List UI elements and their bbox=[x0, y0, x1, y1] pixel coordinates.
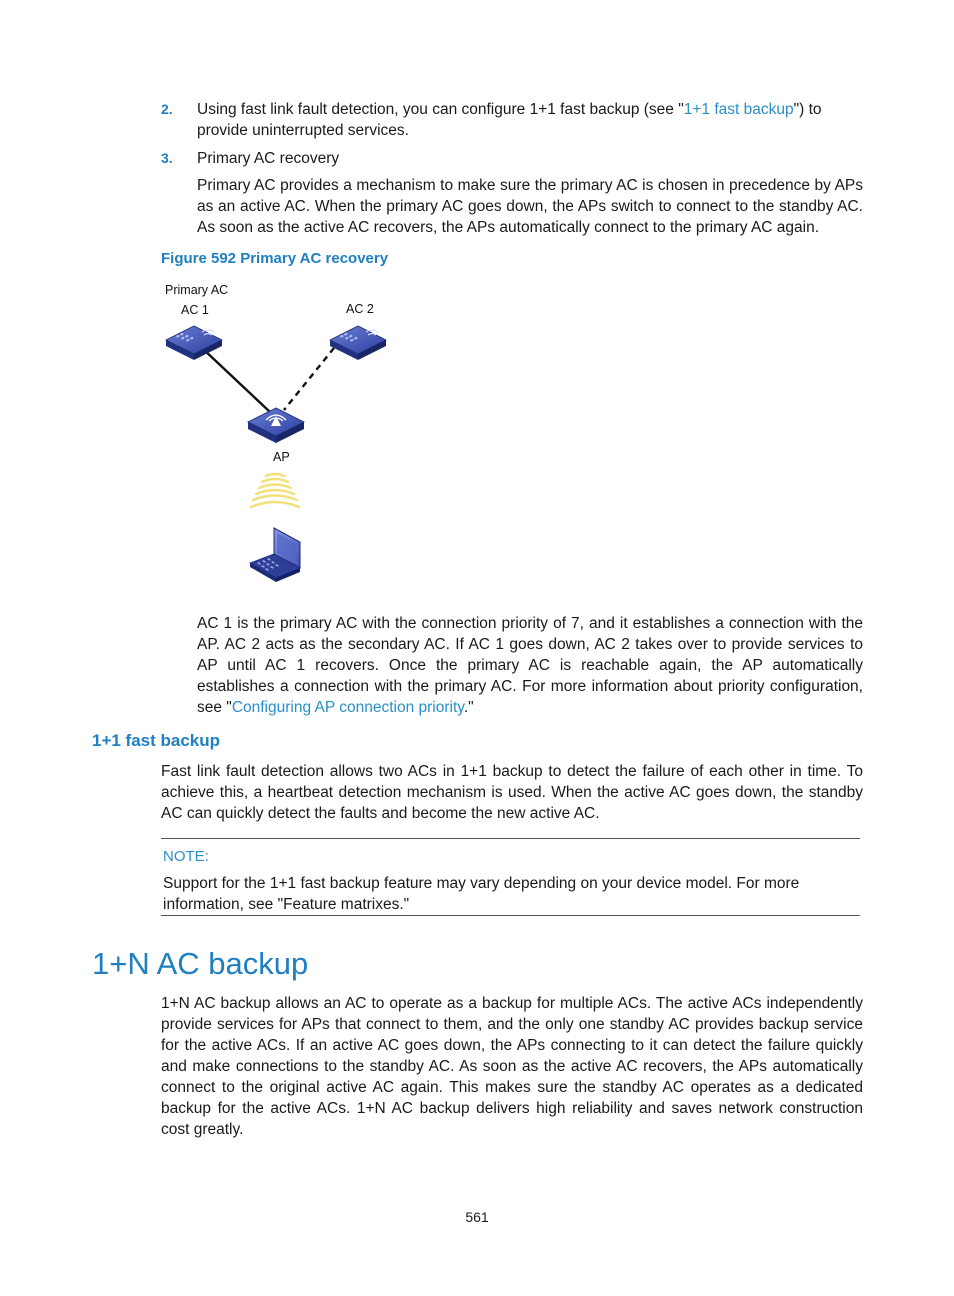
laptop-icon bbox=[250, 528, 300, 582]
figure-description-end: ." bbox=[463, 699, 474, 716]
figure-description-text: AC 1 is the primary AC with the connection priority of 7, and it establishes a connection with the AP. AC 2 acts as the secondary AC. If AC 1 goes down, AC 2 takes over to provide services to AP until AC 1 recovers. Once the primary AC is reachable again, the AP automatically establishes a connection with the primary AC. For more information about priority configuration, see " bbox=[197, 615, 863, 716]
ac2-device-icon bbox=[330, 326, 386, 360]
fast-backup-paragraph: Fast link fault detection allows two ACs in 1+1 backup to detect the failure of each other in time. To achieve this, a heartbeat detection mechanism is used. When the active AC goes down, the standby AC can quickly detect the faults and become the new active AC. bbox=[161, 763, 863, 822]
ac2-ap-link-dashed bbox=[284, 348, 334, 410]
fast-backup-link[interactable]: 1+1 fast backup bbox=[683, 101, 794, 118]
note-label: NOTE: bbox=[163, 848, 209, 865]
wireless-signal-icon bbox=[251, 474, 299, 507]
note-text bbox=[163, 873, 858, 915]
step-2-pre: Using fast link fault detection, you can configure 1+1 fast backup (see " bbox=[197, 101, 684, 118]
ac1-ap-link bbox=[202, 348, 270, 412]
primary-ac-recovery-diagram bbox=[150, 278, 410, 590]
nac-backup-paragraph: 1+N AC backup allows an AC to operate as a backup for multiple ACs. The active ACs independently provide services for APs that connect to them, and the only one standby AC provides backup service for the active ACs. If an active AC goes down, the APs connecting to it can detect the failure quickly and make connections to the standby AC. As soon as the active AC recovers, the APs automatically connect to the original active AC again. This makes sure the standby AC operates as a dedicated backup for the active ACs. 1+N AC backup delivers high reliability and saves network construction cost greatly. bbox=[161, 995, 863, 1138]
configuring-ap-connection-priority-link[interactable]: Configuring AP connection priority bbox=[231, 699, 464, 716]
step-number-2: 2. bbox=[161, 101, 173, 117]
ap-label: AP bbox=[273, 450, 290, 464]
ac1-label: AC 1 bbox=[181, 303, 209, 317]
primary-ac-label: Primary AC bbox=[165, 283, 229, 297]
ac1-device-icon bbox=[166, 326, 222, 360]
nac-backup-heading: 1+N AC backup bbox=[92, 946, 309, 981]
page-number: 561 bbox=[465, 1209, 489, 1225]
figure-caption: Figure 592 Primary AC recovery bbox=[161, 250, 389, 267]
note-bottom-rule bbox=[161, 915, 860, 916]
step-3-paragraph: Primary AC provides a mechanism to make sure the primary AC is chosen in precedence by APs as an active AC. When the primary AC goes down, the APs switch to connect to the standby AC. As soon as the active AC recovers, the APs automatically connect to the primary AC again. bbox=[197, 177, 863, 236]
figure-description bbox=[197, 613, 863, 718]
ac2-label: AC 2 bbox=[346, 302, 374, 316]
note-top-rule bbox=[161, 838, 860, 839]
fast-backup-heading: 1+1 fast backup bbox=[92, 731, 221, 750]
step-2-text bbox=[197, 99, 867, 141]
note-line-1: Support for the 1+1 fast backup feature may vary depending on your device model. For more bbox=[163, 875, 800, 892]
step-number-3: 3. bbox=[161, 150, 173, 166]
step-3-title: Primary AC recovery bbox=[197, 150, 340, 167]
ap-device-icon bbox=[248, 408, 304, 443]
note-line-2: information, see "Feature matrixes." bbox=[163, 896, 410, 913]
step-2-post: ") to bbox=[793, 101, 822, 118]
step-2-line2: provide uninterrupted services. bbox=[197, 122, 409, 139]
